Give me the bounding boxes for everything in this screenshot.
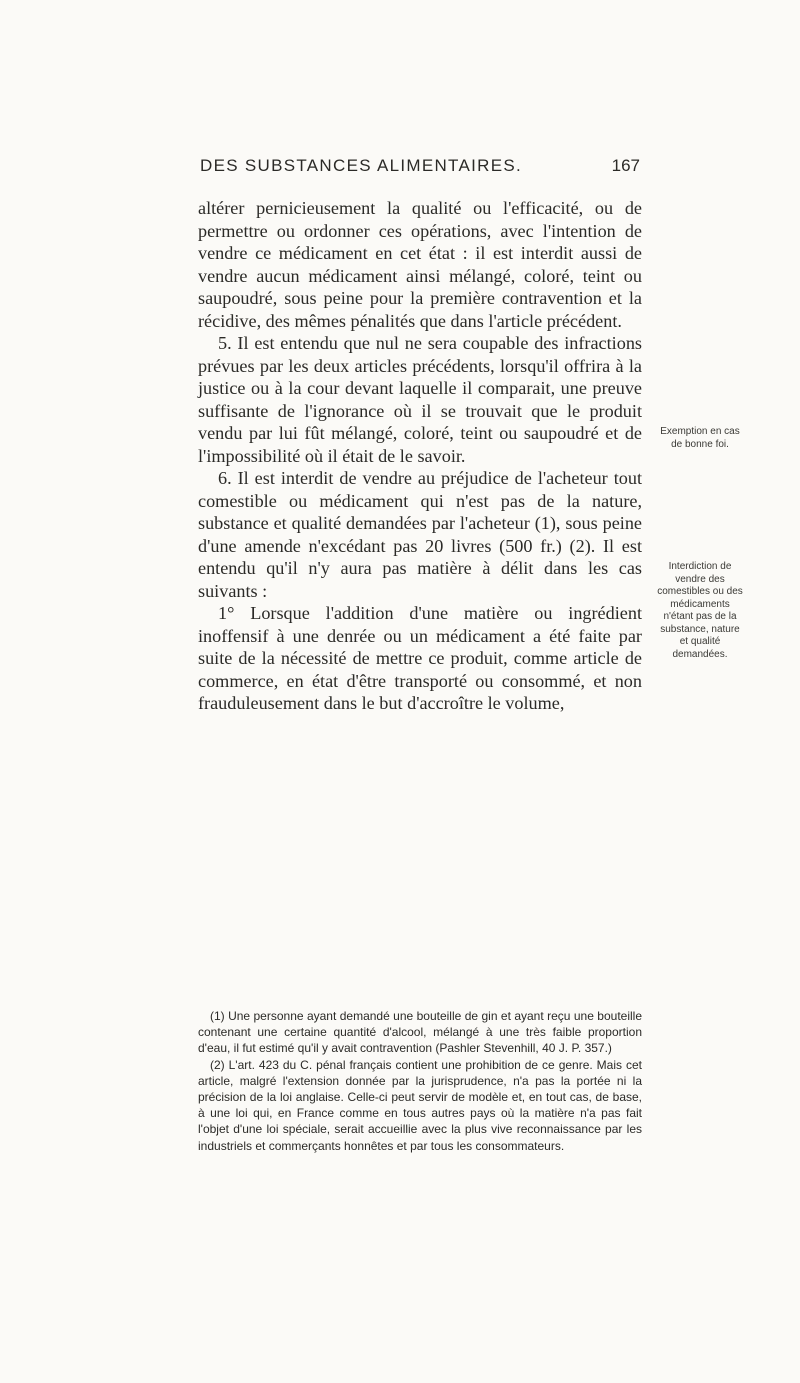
paragraph-article-6: 6. Il est interdit de vendre au préjudice de l'acheteur tout comestible ou médicament qui n'est pas de la nature, substance et qualité demandées par l'acheteur (1), sous peine d'une amende n'excédant pas 20 livres (500 fr.) (2). Il est entendu qu'il n'y aura pas matière à délit dans les cas suivants : [198,468,642,601]
margin-note-exemption: Exemption en cas de bonne foi. [660,426,740,450]
paragraph-article-5: 5. Il est entendu que nul ne sera coupable des infractions prévues par les deux articles précédents, lorsqu'il offrira à la justice ou à la cour devant laquelle il comparait, une preuve suffisante de l'ignorance où il se trouvait que le produit vendu par lui fût mélangé, coloré, teint ou saupoudré et de l'impossibilité où il était de le savoir. [198,333,642,466]
running-head [200,156,640,180]
paragraph-case-1: 1° Lorsque l'addition d'une matière ou ingrédient inoffensif à une denrée ou un médicament a été faite par suite de la nécessité de mettre ce produit, comme article de commerce, en état d'être transporté ou consommé, et non frauduleusement dans le but d'accroître le volume, [198,603,642,713]
main-text [198,197,642,715]
footnote-1: (1) Une personne ayant demandé une bouteille de gin et ayant reçu une bouteille contenant une certaine quantité d'alcool, mélangé à une très faible proportion d'eau, il fut estimé qu'il y avait contravention (Pashler Stevenhill, 40 J. P. 357.) [198,1009,642,1056]
page-number: 167 [611,156,640,175]
footnotes [198,1008,642,1154]
margin-note-interdiction: Interdiction de vendre des comestibles ou des médicaments n'étant pas de la substance, nature et qualité demandées. [657,561,743,660]
footnote-2: (2) L'art. 423 du C. pénal français contient une prohibition de ce genre. Mais cet article, malgré l'extension donnée par la jurisprudence, n'a pas la portée ni la précision de la loi anglaise. Celle-ci peut servir de modèle et, en tout cas, de base, à une loi qui, en France comme en tous autres pays où la matière n'a pas fait l'objet d'une loi spéciale, serait accueillie avec la plus vive reconnaissance par les industriels et commerçants honnêtes et par tous les consommateurs. [198,1057,642,1153]
paragraph-continuation: altérer pernicieusement la qualité ou l'efficacité, ou de permettre ou ordonner ces opérations, avec l'intention de vendre ce médicament en cet état : il est interdit aussi de vendre aucun médicament ainsi mélangé, coloré, teint ou saupoudré, sous peine pour la première contravention et la récidive, des mêmes pénalités que dans l'article précédent. [198,198,642,331]
running-title: DES SUBSTANCES ALIMENTAIRES. [200,156,523,175]
